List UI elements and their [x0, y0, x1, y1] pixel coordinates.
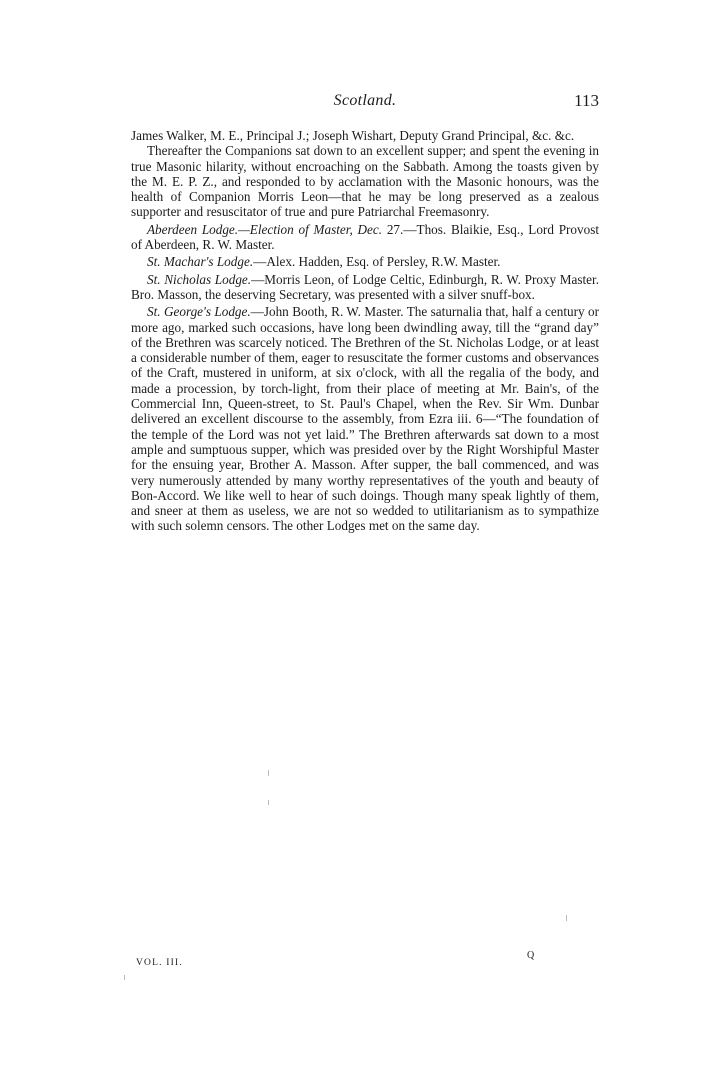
- lodge-heading: St. Machar's Lodge.: [147, 254, 254, 270]
- paragraph-principals: [131, 128, 599, 143]
- paragraph-st-nicholas-lodge: [131, 272, 599, 303]
- lodge-heading: St. George's Lodge.: [147, 304, 251, 320]
- paragraph-text: 27.—Thos. Blaikie, Esq., Lord Provost of Aberdeen, R. W. Master.: [131, 221, 599, 253]
- print-speck: [566, 915, 567, 921]
- paragraph-text: —John Booth, R. W. Master. The saturnalia that, half a century or more ago, marked such occasions, have long been dwindling away, till the “grand day” of the Brethren was scarcely noticed. The Brethren of the St. Nicholas Lodge, or at least a considerable number of them, eager to resuscitate the former customs and observances of the Craft, mustered in uniform, at six o'clock, with all the regalia of the body, and made a procession, by torch-light, from their place of meeting at Mr. Bain's, of the Commercial Inn, Queen-street, to St. Paul's Chapel, when the Rev. Sir Wm. Dunbar delivered an excellent discourse to the assembly, from Ezra iii. 6—“The foundation of the temple of the Lord was not yet laid.” The Brethren afterwards sat down to a most ample and sumptuous supper, which was presided over by the Right Worshipful Master for the ensuing year, Brother A. Masson. After supper, the ball commenced, and was very numerously attended by many worthy representatives of the youth and beauty of Bon-Accord. We like well to hear of such doings. Though many speak lightly of them, and sneer at them as useless, we are not so wedded to utilitarianism as to sympathize with such solemn censors. The other Lodges met on the same day.: [131, 304, 599, 534]
- lodge-heading: St. Nicholas Lodge.: [147, 271, 252, 287]
- print-speck: [268, 770, 269, 776]
- print-speck: [268, 800, 269, 805]
- running-head: [131, 92, 599, 116]
- paragraph-text: James Walker, M. E., Principal J.; Joseph Wishart, Deputy Grand Principal, &c. &c.: [131, 128, 575, 143]
- paragraph-st-georges-lodge: [131, 304, 599, 533]
- running-title: Scotland.: [333, 92, 397, 109]
- print-speck: [124, 975, 125, 980]
- page-number: 113: [574, 91, 599, 110]
- lodge-heading: Aberdeen Lodge.—Election of Master, Dec.: [147, 221, 383, 237]
- body-text: [131, 128, 599, 534]
- paragraph-text: —Alex. Hadden, Esq. of Persley, R.W. Master.: [253, 254, 501, 270]
- volume-signature: VOL. III.: [136, 958, 183, 968]
- paragraph-st-machars-lodge: [131, 254, 599, 269]
- paragraph-text: —Morris Leon, of Lodge Celtic, Edinburgh, R. W. Proxy Master. Bro. Masson, the deserving Secretary, was presented with a silver snuff-box.: [131, 271, 599, 302]
- paragraph-supper: [131, 143, 599, 219]
- signature-mark: Q: [527, 950, 535, 961]
- paragraph-text: Thereafter the Companions sat down to an excellent supper; and spent the evening in true Masonic hilarity, without encroaching on the Sabbath. Among the toasts given by the M. E. P. Z., and responded to by acclamation with the Masonic honours, was the health of Companion Morris Leon—that he may be long preserved as a zealous supporter and resuscitator of true and pure Patriarchal Freemasonry.: [131, 143, 599, 220]
- paragraph-aberdeen-lodge: [131, 222, 599, 253]
